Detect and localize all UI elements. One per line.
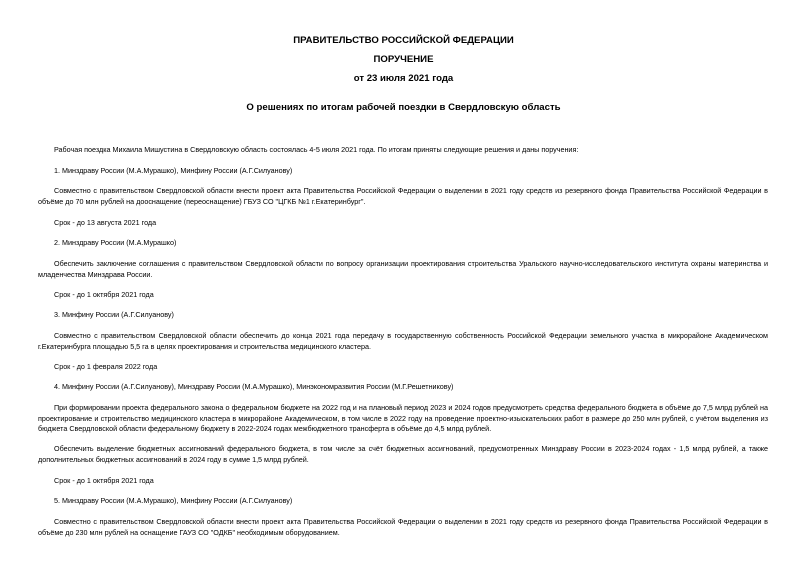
item-2-text: Обеспечить заключение соглашения с правительством Свердловской области по вопросу организации проектирования строительства Уральского научно-исследовательского института охраны материнства и младенчества Минздрава России.: [38, 259, 768, 279]
item-4-text-1: При формировании проекта федерального закона о федеральном бюджете на 2022 год и на плановый период 2023 и 2024 годов предусмотреть средства федерального бюджета в объёме до 7,5 млрд рублей на проектирование и строительство медицинского кластера в микрорайоне Академическом, в том числе в 2022 году на проведение проектно-изыскательских работ в размере до 250 млн рублей, с учётом выделения из бюджета Свердловской области федеральному бюджету в 2022-2024 годах межбюджетного трансферта в объёме до 4,5 млрд рублей.: [38, 403, 768, 434]
item-3-heading: 3. Минфину России (А.Г.Силуанову): [54, 310, 174, 319]
government-heading: ПРАВИТЕЛЬСТВО РОССИЙСКОЙ ФЕДЕРАЦИИ: [293, 35, 514, 46]
item-1-deadline: Срок - до 13 августа 2021 года: [54, 218, 157, 227]
item-2-heading: 2. Минздраву России (М.А.Мурашко): [54, 238, 177, 247]
document-date: от 23 июля 2021 года: [353, 73, 454, 84]
item-1-text: Совместно с правительством Свердловской области внести проект акта Правительства Российской Федерации о выделении в 2021 году средств из резервного фонда Правительства Российской Федерации в объёме до 70 млн рублей на дооснащение (переоснащение) ГБУЗ СО "ЦГКБ №1 г.Екатеринбург".: [38, 186, 768, 206]
item-3-text: Совместно с правительством Свердловской области обеспечить до конца 2021 года передачу в государственную собственность Российской Федерации земельного участка в микрорайоне Академическом г.Екатеринбурга площадью 5,5 га в целях проектирования и строительства медицинского кластера.: [38, 331, 768, 351]
item-4-deadline: Срок - до 1 октября 2021 года: [54, 476, 154, 485]
item-1-heading: 1. Минздраву России (М.А.Мурашко), Минфину России (А.Г.Силуанову): [54, 166, 293, 175]
document-title: О решениях по итогам рабочей поездки в Свердловскую область: [246, 102, 561, 113]
item-2-deadline: Срок - до 1 октября 2021 года: [54, 290, 154, 299]
item-3-deadline: Срок - до 1 февраля 2022 года: [54, 362, 158, 371]
intro-paragraph: Рабочая поездка Михаила Мишустина в Свердловскую область состоялась 4-5 июля 2021 года. По итогам приняты следующие решения и даны поручения:: [54, 145, 579, 154]
item-5-heading: 5. Минздраву России (М.А.Мурашко), Минфину России (А.Г.Силуанову): [54, 496, 293, 505]
item-4-heading: 4. Минфину России (А.Г.Силуанову), Минздраву России (М.А.Мурашко), Минэкономразвития России (М.Г.Решетникову): [54, 382, 454, 391]
item-5-text: Совместно с правительством Свердловской области внести проект акта Правительства Российской Федерации о выделении в 2021 году средств из резервного фонда Правительства Российской Федерации в объёме до 230 млн рублей на оснащение ГАУЗ СО "ОДКБ" необходимым оборудованием.: [38, 517, 768, 537]
item-4-text-2: Обеспечить выделение бюджетных ассигнований федерального бюджета, в том числе за счёт бюджетных ассигнований, предусмотренных Минздраву России в 2023-2024 годах - 1,5 млрд рублей, а также дополнительных бюджетных ассигнований в 2024 году в сумме 1,5 млрд рублей.: [38, 444, 768, 464]
document-type-heading: ПОРУЧЕНИЕ: [373, 54, 434, 65]
